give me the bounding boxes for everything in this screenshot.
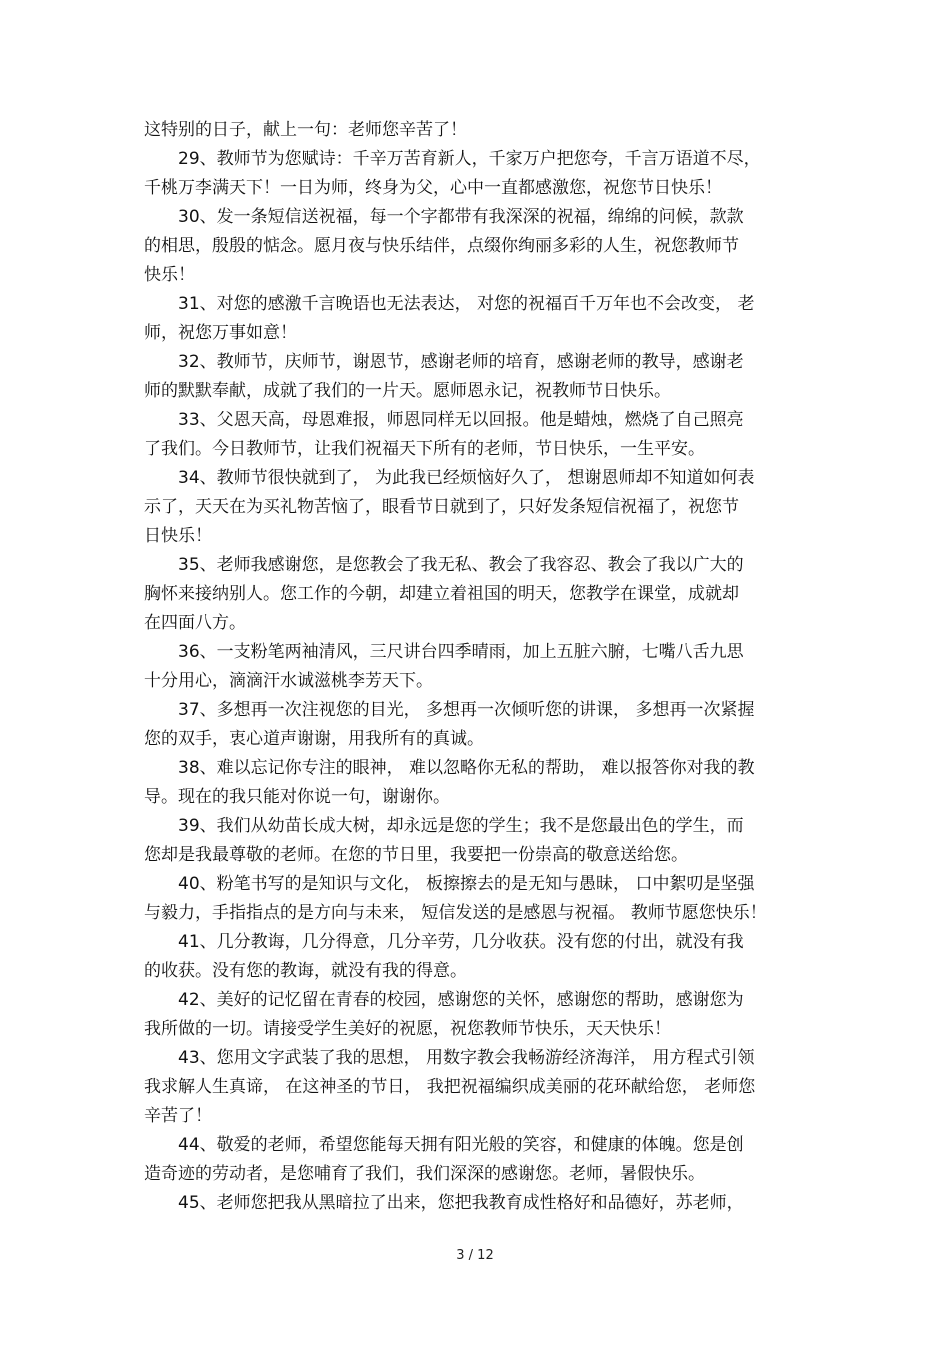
paragraph-line: 师，祝您万事如意！	[144, 323, 297, 343]
paragraph-first-line: 29、教师节为您赋诗：千辛万苦育新人，千家万户把您夸，千言万语道不尽，	[178, 149, 761, 169]
paragraph-first-line: 33、父恩天高，母恩难报，师恩同样无以回报。他是蜡烛，燃烧了自己照亮	[178, 410, 744, 430]
paragraph-line: 十分用心，滴滴汗水诚滋桃李芳天下。	[144, 671, 433, 691]
paragraph-line: 导。现在的我只能对你说一句，谢谢你。	[144, 787, 450, 807]
paragraph-first-line: 32、教师节，庆师节，谢恩节，感谢老师的培育，感谢老师的教导，感谢老	[178, 352, 744, 372]
paragraph-first-line: 35、老师我感谢您，是您教会了我无私、教会了我容忍、教会了我以广大的	[178, 555, 744, 575]
paragraph-line: 与毅力，手指指点的是方向与未来， 短信发送的是感恩与祝福。 教师节愿您快乐！	[144, 903, 767, 923]
paragraph-line: 我求解人生真谛， 在这神圣的节日， 我把祝福编织成美丽的花环献给您， 老师您	[144, 1077, 756, 1097]
paragraph-first-line: 39、我们从幼苗长成大树，却永远是您的学生；我不是您最出色的学生，而	[178, 816, 744, 836]
paragraph-line: 日快乐！	[144, 526, 212, 546]
paragraph-line: 的相思，殷殷的惦念。愿月夜与快乐结伴，点缀你绚丽多彩的人生，祝您教师节	[144, 236, 739, 256]
paragraph-line: 师的默默奉献，成就了我们的一片天。愿师恩永记，祝教师节日快乐。	[144, 381, 671, 401]
paragraph-first-line: 41、几分教诲，几分得意，几分辛劳，几分收获。没有您的付出，就没有我	[178, 932, 744, 952]
paragraph-line: 快乐！	[144, 265, 195, 285]
document-body	[144, 116, 808, 1218]
paragraph-first-line: 34、教师节很快就到了， 为此我已经烦恼好久了， 想谢恩师却不知道如何表	[178, 468, 755, 488]
paragraph-line: 示了，天天在为买礼物苦恼了，眼看节日就到了，只好发条短信祝福了，祝您节	[144, 497, 739, 517]
paragraph-first-line: 30、发一条短信送祝福，每一个字都带有我深深的祝福，绵绵的问候，款款	[178, 207, 744, 227]
paragraph-first-line: 36、一支粉笔两袖清风，三尺讲台四季晴雨，加上五脏六腑，七嘴八舌九思	[178, 642, 744, 662]
paragraph-first-line: 31、对您的感激千言晚语也无法表达， 对您的祝福百千万年也不会改变， 老	[178, 294, 755, 314]
paragraph-first-line: 43、您用文字武装了我的思想， 用数字教会我畅游经济海洋， 用方程式引领	[178, 1048, 755, 1068]
paragraph-first-line: 40、粉笔书写的是知识与文化， 板擦擦去的是无知与愚昧， 口中絮叨是坚强	[178, 874, 755, 894]
paragraph-line: 您却是我最尊敬的老师。在您的节日里，我要把一份崇高的敬意送给您。	[144, 845, 688, 865]
paragraph-line: 这特别的日子，献上一句：老师您辛苦了！	[144, 120, 467, 140]
paragraph-first-line: 44、敬爱的老师，希望您能每天拥有阳光般的笑容，和健康的体魄。您是创	[178, 1135, 744, 1155]
paragraph-first-line: 38、难以忘记你专注的眼神， 难以忽略你无私的帮助， 难以报答你对我的教	[178, 758, 755, 778]
page-number: 3 / 12	[456, 1248, 494, 1263]
paragraph-line: 我所做的一切。请接受学生美好的祝愿，祝您教师节快乐，天天快乐！	[144, 1019, 671, 1039]
paragraph-first-line: 37、多想再一次注视您的目光， 多想再一次倾听您的讲课， 多想再一次紧握	[178, 700, 755, 720]
paragraph-line: 的收获。没有您的教诲，就没有我的得意。	[144, 961, 467, 981]
paragraph-line: 了我们。今日教师节，让我们祝福天下所有的老师，节日快乐，一生平安。	[144, 439, 705, 459]
paragraph-line: 胸怀来接纳别人。您工作的今朝，却建立着祖国的明天，您教学在课堂，成就却	[144, 584, 739, 604]
paragraph-line: 辛苦了！	[144, 1106, 212, 1126]
paragraph-line: 您的双手，衷心道声谢谢，用我所有的真诚。	[144, 729, 484, 749]
paragraph-first-line: 45、老师您把我从黑暗拉了出来，您把我教育成性格好和品德好，苏老师，	[178, 1193, 744, 1213]
paragraph-line: 造奇迹的劳动者，是您哺育了我们，我们深深的感谢您。老师，暑假快乐。	[144, 1164, 705, 1184]
paragraph-line: 在四面八方。	[144, 613, 246, 633]
paragraph-first-line: 42、美好的记忆留在青春的校园，感谢您的关怀，感谢您的帮助，感谢您为	[178, 990, 744, 1010]
paragraph-line: 千桃万李满天下！一日为师，终身为父，心中一直都感激您，祝您节日快乐！	[144, 178, 722, 198]
